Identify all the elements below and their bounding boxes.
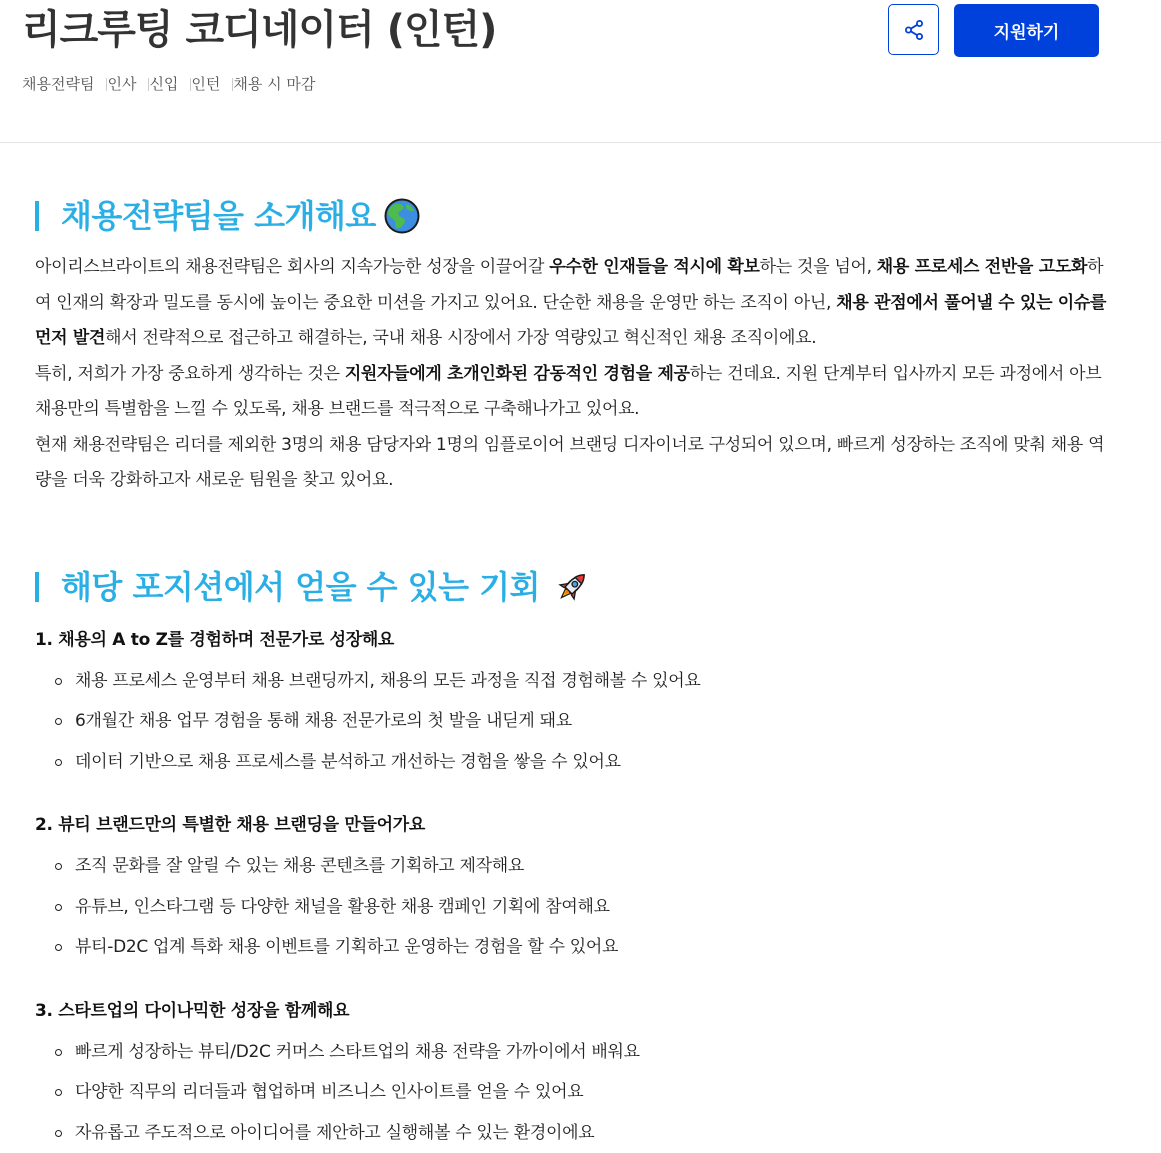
emphasis-text: 채용 관점에서 풀어낼 수 있는 이슈를 먼저 발견 [35,293,1106,349]
tag-category: 인사 [107,74,136,94]
team-intro-text [35,250,1110,499]
group-title: 3. 스타트업의 다이나믹한 성장을 함께해요 [35,998,1125,1024]
apply-button[interactable]: 지원하기 [954,4,1099,57]
opportunity-groups [35,627,1125,1153]
job-description [35,190,1125,1153]
list-item: 유튜브, 인스타그램 등 다양한 채널을 활용한 채용 캠페인 기획에 참여해요 [55,887,1125,928]
body-text: 하여 인재의 확장과 밀도를 동시에 높이는 중요한 미션을 가지고 있어요. 단순한 채용을 운영만 하는 조직이 아닌, [35,257,1103,313]
body-text: 아이리스브라이트의 채용전략팀은 회사의 지속가능한 성장을 이끌어갈 [35,257,549,277]
intro-paragraph [35,250,1110,357]
list-item: 다양한 직무의 리더들과 협업하며 비즈니스 인사이트를 얻을 수 있어요 [55,1072,1125,1113]
rocket-icon [552,567,592,607]
section-heading [35,190,1125,242]
body-text: 하는 건데요. 지원 단계부터 입사까지 모든 과정에서 아브 채용만의 특별함을 느낄 수 있도록, 채용 브랜드를 적극적으로 구축해나가고 있어요. [35,364,1101,420]
emphasis-text: 채용 프로세스 전반을 고도화 [877,257,1087,277]
body-text: 하는 것을 넘어, [760,257,877,277]
bullet-list [35,1032,1125,1153]
globe-americas-icon [384,198,420,234]
tag-team: 채용전략팀 [22,74,94,94]
job-tags [22,74,315,94]
page-title: 리크루팅 코디네이터 (인턴) [22,2,496,58]
list-item: 뷰티-D2C 업계 특화 채용 이벤트를 기획하고 운영하는 경험을 할 수 있어요 [55,927,1125,968]
group-title: 1. 채용의 A to Z를 경험하며 전문가로 성장해요 [35,627,1125,653]
section-heading [35,561,1125,613]
opportunity-group [35,627,1125,783]
intro-paragraph [35,428,1110,499]
list-item: 조직 문화를 잘 알릴 수 있는 채용 콘텐츠를 기획하고 제작해요 [55,846,1125,887]
list-item: 데이터 기반으로 채용 프로세스를 분석하고 개선하는 경험을 쌓을 수 있어요 [55,742,1125,783]
body-text: 특히, 저희가 가장 중요하게 생각하는 것은 [35,364,345,384]
bullet-list [35,846,1125,968]
emphasis-text: 지원자들에게 초개인화된 감동적인 경험을 제공 [345,364,690,384]
heading-accent-bar [35,201,39,231]
tag-employment-type: 인턴 [191,74,220,94]
section-heading-text: 채용전략팀을 소개해요 [61,190,376,242]
intro-paragraph [35,357,1110,428]
bullet-list [35,661,1125,783]
list-item: 빠르게 성장하는 뷰티/D2C 커머스 스타트업의 채용 전략을 가까이에서 배워요 [55,1032,1125,1073]
list-item: 채용 프로세스 운영부터 채용 브랜딩까지, 채용의 모든 과정을 직접 경험해볼 수 있어요 [55,661,1125,702]
section-heading-text: 해당 포지션에서 얻을 수 있는 기회 [61,561,540,613]
opportunity-group [35,998,1125,1153]
opportunity-group [35,812,1125,968]
team-intro-section [35,190,1125,499]
body-text: 현재 채용전략팀은 리더를 제외한 3명의 채용 담당자와 1명의 임플로이어 브랜딩 디자이너로 구성되어 있으며, 빠르게 성장하는 조직에 맞춰 채용 역량을 더욱 강화하고자 새로운 팀원을 찾고 있어요. [35,435,1104,491]
body-text: 해서 전략적으로 접근하고 해결하는, 국내 채용 시장에서 가장 역량있고 혁신적인 채용 조직이에요. [105,328,816,348]
share-icon [902,18,926,42]
tag-deadline: 채용 시 마감 [233,74,315,94]
job-header [0,0,1161,143]
tag-career: 신입 [149,74,178,94]
opportunity-section [35,561,1125,1153]
group-title: 2. 뷰티 브랜드만의 특별한 채용 브랜딩을 만들어가요 [35,812,1125,838]
heading-accent-bar [35,572,39,602]
share-button[interactable] [888,4,939,55]
emphasis-text: 우수한 인재들을 적시에 확보 [549,257,759,277]
list-item: 자유롭고 주도적으로 아이디어를 제안하고 실행해볼 수 있는 환경이에요 [55,1113,1125,1153]
list-item: 6개월간 채용 업무 경험을 통해 채용 전문가로의 첫 발을 내딛게 돼요 [55,701,1125,742]
